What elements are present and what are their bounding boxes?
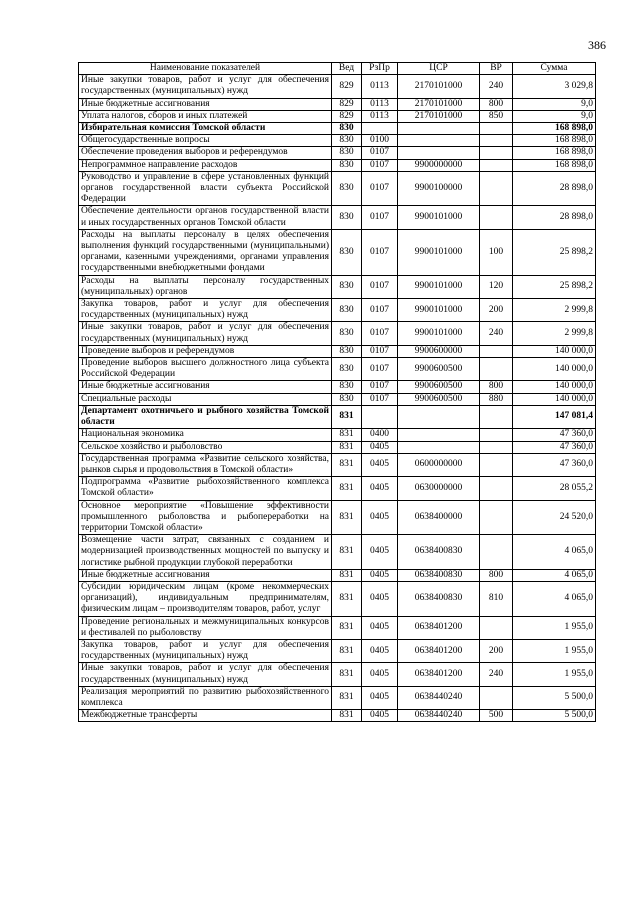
row-rzpr: 0405 bbox=[362, 453, 398, 476]
row-sum: 25 898,2 bbox=[513, 275, 596, 298]
row-csr: 0638440240 bbox=[398, 686, 480, 709]
table-row bbox=[79, 135, 596, 147]
row-csr: 0638401200 bbox=[398, 663, 480, 686]
row-csr bbox=[398, 429, 480, 441]
row-csr bbox=[398, 441, 480, 453]
row-name: Избирательная комиссия Томской области bbox=[79, 123, 332, 135]
row-ved: 831 bbox=[332, 569, 362, 581]
row-ved: 829 bbox=[332, 110, 362, 122]
row-name: Обеспечение проведения выборов и референдумов bbox=[79, 147, 332, 159]
row-sum: 168 898,0 bbox=[513, 159, 596, 171]
row-ved: 831 bbox=[332, 477, 362, 500]
row-sum: 47 360,0 bbox=[513, 441, 596, 453]
row-rzpr: 0107 bbox=[362, 159, 398, 171]
row-rzpr: 0405 bbox=[362, 686, 398, 709]
row-name: Иные бюджетные ассигнования bbox=[79, 381, 332, 393]
budget-table bbox=[78, 62, 596, 722]
row-ved: 831 bbox=[332, 581, 362, 616]
row-vr: 850 bbox=[480, 110, 513, 122]
row-rzpr: 0107 bbox=[362, 393, 398, 405]
row-vr bbox=[480, 500, 513, 535]
row-sum: 140 000,0 bbox=[513, 358, 596, 381]
row-vr: 240 bbox=[480, 663, 513, 686]
table-row bbox=[79, 663, 596, 686]
row-sum: 25 898,2 bbox=[513, 229, 596, 275]
row-vr bbox=[480, 135, 513, 147]
row-sum: 47 360,0 bbox=[513, 453, 596, 476]
row-name: Департамент охотничьего и рыбного хозяйства Томской области bbox=[79, 405, 332, 428]
row-ved: 830 bbox=[332, 299, 362, 322]
row-vr: 240 bbox=[480, 322, 513, 345]
row-vr bbox=[480, 535, 513, 570]
row-ved: 831 bbox=[332, 686, 362, 709]
row-sum: 9,0 bbox=[513, 98, 596, 110]
row-csr bbox=[398, 405, 480, 428]
row-ved: 831 bbox=[332, 441, 362, 453]
table-row bbox=[79, 686, 596, 709]
row-ved: 831 bbox=[332, 710, 362, 722]
row-sum: 140 000,0 bbox=[513, 381, 596, 393]
row-name: Закупка товаров, работ и услуг для обеспечения государственных (муниципальных) нужд bbox=[79, 299, 332, 322]
row-csr: 0638400830 bbox=[398, 581, 480, 616]
row-vr: 200 bbox=[480, 639, 513, 662]
row-ved: 831 bbox=[332, 405, 362, 428]
row-name: Непрограммное направление расходов bbox=[79, 159, 332, 171]
row-name: Национальная экономика bbox=[79, 429, 332, 441]
row-rzpr bbox=[362, 123, 398, 135]
row-sum: 1 955,0 bbox=[513, 663, 596, 686]
row-name: Иные бюджетные ассигнования bbox=[79, 569, 332, 581]
header-ved: Вед bbox=[332, 63, 362, 75]
row-rzpr: 0107 bbox=[362, 322, 398, 345]
row-ved: 831 bbox=[332, 535, 362, 570]
row-vr: 120 bbox=[480, 275, 513, 298]
row-vr bbox=[480, 686, 513, 709]
row-csr: 0638400830 bbox=[398, 535, 480, 570]
row-csr: 9900600000 bbox=[398, 345, 480, 357]
row-ved: 830 bbox=[332, 275, 362, 298]
row-vr bbox=[480, 405, 513, 428]
row-rzpr: 0405 bbox=[362, 569, 398, 581]
row-csr: 0600000000 bbox=[398, 453, 480, 476]
row-csr: 2170101000 bbox=[398, 98, 480, 110]
row-rzpr bbox=[362, 405, 398, 428]
row-rzpr: 0400 bbox=[362, 429, 398, 441]
row-sum: 4 065,0 bbox=[513, 535, 596, 570]
row-ved: 829 bbox=[332, 98, 362, 110]
row-csr: 9900101000 bbox=[398, 229, 480, 275]
row-rzpr: 0405 bbox=[362, 616, 398, 639]
row-vr: 800 bbox=[480, 98, 513, 110]
row-name: Обеспечение деятельности органов государственной власти и иных государственных органов Томской области bbox=[79, 206, 332, 229]
row-ved: 831 bbox=[332, 616, 362, 639]
row-name: Основное мероприятие «Повышение эффективности промышленного рыболовства и рыбопереработки на территории Томской области» bbox=[79, 500, 332, 535]
row-csr: 9900101000 bbox=[398, 299, 480, 322]
row-rzpr: 0107 bbox=[362, 229, 398, 275]
row-rzpr: 0107 bbox=[362, 206, 398, 229]
row-sum: 140 000,0 bbox=[513, 393, 596, 405]
table-row bbox=[79, 358, 596, 381]
table-row bbox=[79, 405, 596, 428]
row-ved: 831 bbox=[332, 663, 362, 686]
table-row bbox=[79, 381, 596, 393]
table-row bbox=[79, 110, 596, 122]
row-csr bbox=[398, 147, 480, 159]
row-vr bbox=[480, 159, 513, 171]
row-sum: 147 081,4 bbox=[513, 405, 596, 428]
row-name: Уплата налогов, сборов и иных платежей bbox=[79, 110, 332, 122]
row-name: Субсидии юридическим лицам (кроме некоммерческих организаций), индивидуальным предпринимателям, физическим лицам – производителям товаров, работ, услуг bbox=[79, 581, 332, 616]
row-ved: 830 bbox=[332, 358, 362, 381]
row-rzpr: 0113 bbox=[362, 110, 398, 122]
row-name: Проведение выборов высшего должностного лица субъекта Российской Федерации bbox=[79, 358, 332, 381]
row-rzpr: 0107 bbox=[362, 275, 398, 298]
header-vr: ВР bbox=[480, 63, 513, 75]
table-row bbox=[79, 393, 596, 405]
table-row bbox=[79, 75, 596, 98]
row-ved: 830 bbox=[332, 322, 362, 345]
table-row bbox=[79, 710, 596, 722]
row-name: Проведение региональных и межмуниципальных конкурсов и фестивалей по рыболовству bbox=[79, 616, 332, 639]
page-number: 386 bbox=[588, 38, 606, 52]
row-csr bbox=[398, 135, 480, 147]
row-rzpr: 0405 bbox=[362, 710, 398, 722]
row-ved: 830 bbox=[332, 393, 362, 405]
row-ved: 831 bbox=[332, 639, 362, 662]
row-vr: 200 bbox=[480, 299, 513, 322]
row-rzpr: 0107 bbox=[362, 299, 398, 322]
row-name: Расходы на выплаты персоналу государственных (муниципальных) органов bbox=[79, 275, 332, 298]
row-csr: 9900100000 bbox=[398, 171, 480, 206]
row-csr bbox=[398, 123, 480, 135]
row-sum: 1 955,0 bbox=[513, 639, 596, 662]
header-csr: ЦСР bbox=[398, 63, 480, 75]
row-vr: 500 bbox=[480, 710, 513, 722]
row-rzpr: 0113 bbox=[362, 75, 398, 98]
row-vr: 100 bbox=[480, 229, 513, 275]
row-vr bbox=[480, 123, 513, 135]
header-rzpr: РзПр bbox=[362, 63, 398, 75]
table-row bbox=[79, 229, 596, 275]
row-csr: 9900000000 bbox=[398, 159, 480, 171]
row-csr: 2170101000 bbox=[398, 75, 480, 98]
row-sum: 2 999,8 bbox=[513, 322, 596, 345]
table-row bbox=[79, 159, 596, 171]
row-ved: 829 bbox=[332, 75, 362, 98]
row-rzpr: 0405 bbox=[362, 477, 398, 500]
row-vr bbox=[480, 171, 513, 206]
row-sum: 47 360,0 bbox=[513, 429, 596, 441]
row-vr bbox=[480, 441, 513, 453]
row-ved: 830 bbox=[332, 159, 362, 171]
row-rzpr: 0113 bbox=[362, 98, 398, 110]
row-ved: 830 bbox=[332, 147, 362, 159]
table-row bbox=[79, 569, 596, 581]
row-name: Специальные расходы bbox=[79, 393, 332, 405]
row-rzpr: 0405 bbox=[362, 663, 398, 686]
table-row bbox=[79, 441, 596, 453]
row-ved: 830 bbox=[332, 345, 362, 357]
table-row bbox=[79, 477, 596, 500]
row-sum: 4 065,0 bbox=[513, 569, 596, 581]
row-sum: 28 055,2 bbox=[513, 477, 596, 500]
row-sum: 28 898,0 bbox=[513, 206, 596, 229]
table-row bbox=[79, 616, 596, 639]
row-rzpr: 0405 bbox=[362, 441, 398, 453]
table-row bbox=[79, 500, 596, 535]
row-rzpr: 0405 bbox=[362, 535, 398, 570]
row-sum: 24 520,0 bbox=[513, 500, 596, 535]
row-name: Иные закупки товаров, работ и услуг для обеспечения государственных (муниципальных) нужд bbox=[79, 663, 332, 686]
row-name: Расходы на выплаты персоналу в целях обеспечения выполнения функций государственными (муниципальными) органами, казенными учреждениями, органами управления государственными внебюджетными фондами bbox=[79, 229, 332, 275]
row-sum: 168 898,0 bbox=[513, 135, 596, 147]
table-row bbox=[79, 322, 596, 345]
row-ved: 830 bbox=[332, 381, 362, 393]
table-header-row bbox=[79, 63, 596, 75]
row-name: Реализация мероприятий по развитию рыбохозяйственного комплекса bbox=[79, 686, 332, 709]
table-row bbox=[79, 639, 596, 662]
row-name: Возмещение части затрат, связанных с созданием и модернизацией производственных мощностей по выпуску и логистике рыбной продукции глубокой переработки bbox=[79, 535, 332, 570]
row-name: Подпрограмма «Развитие рыбохозяйственного комплекса Томской области» bbox=[79, 477, 332, 500]
row-sum: 28 898,0 bbox=[513, 171, 596, 206]
table-row bbox=[79, 275, 596, 298]
table-row bbox=[79, 299, 596, 322]
row-ved: 831 bbox=[332, 429, 362, 441]
row-csr: 9900600500 bbox=[398, 381, 480, 393]
row-sum: 168 898,0 bbox=[513, 123, 596, 135]
row-rzpr: 0107 bbox=[362, 171, 398, 206]
row-csr: 0638401200 bbox=[398, 639, 480, 662]
row-csr: 9900101000 bbox=[398, 322, 480, 345]
table-row bbox=[79, 123, 596, 135]
row-csr: 9900101000 bbox=[398, 275, 480, 298]
row-rzpr: 0107 bbox=[362, 381, 398, 393]
row-csr: 0638400830 bbox=[398, 569, 480, 581]
row-sum: 140 000,0 bbox=[513, 345, 596, 357]
row-vr: 880 bbox=[480, 393, 513, 405]
row-name: Иные бюджетные ассигнования bbox=[79, 98, 332, 110]
row-name: Межбюджетные трансферты bbox=[79, 710, 332, 722]
row-vr: 800 bbox=[480, 569, 513, 581]
row-vr bbox=[480, 616, 513, 639]
row-vr bbox=[480, 358, 513, 381]
row-sum: 9,0 bbox=[513, 110, 596, 122]
row-name: Иные закупки товаров, работ и услуг для обеспечения государственных (муниципальных) нужд bbox=[79, 75, 332, 98]
row-csr: 0630000000 bbox=[398, 477, 480, 500]
row-ved: 830 bbox=[332, 123, 362, 135]
row-sum: 5 500,0 bbox=[513, 686, 596, 709]
table-row bbox=[79, 345, 596, 357]
row-csr: 0638400000 bbox=[398, 500, 480, 535]
row-name: Сельское хозяйство и рыболовство bbox=[79, 441, 332, 453]
row-sum: 168 898,0 bbox=[513, 147, 596, 159]
row-sum: 2 999,8 bbox=[513, 299, 596, 322]
row-vr bbox=[480, 429, 513, 441]
row-vr: 240 bbox=[480, 75, 513, 98]
row-sum: 1 955,0 bbox=[513, 616, 596, 639]
row-rzpr: 0405 bbox=[362, 581, 398, 616]
row-csr: 0638401200 bbox=[398, 616, 480, 639]
row-rzpr: 0405 bbox=[362, 639, 398, 662]
table-row bbox=[79, 206, 596, 229]
table-row bbox=[79, 581, 596, 616]
row-csr: 0638440240 bbox=[398, 710, 480, 722]
row-sum: 4 065,0 bbox=[513, 581, 596, 616]
row-sum: 5 500,0 bbox=[513, 710, 596, 722]
header-sum: Сумма bbox=[513, 63, 596, 75]
row-vr: 800 bbox=[480, 381, 513, 393]
row-vr: 810 bbox=[480, 581, 513, 616]
row-name: Государственная программа «Развитие сельского хозяйства, рынков сырья и продовольствия в Томской области» bbox=[79, 453, 332, 476]
row-name: Проведение выборов и референдумов bbox=[79, 345, 332, 357]
row-name: Закупка товаров, работ и услуг для обеспечения государственных (муниципальных) нужд bbox=[79, 639, 332, 662]
row-csr: 9900600500 bbox=[398, 358, 480, 381]
row-rzpr: 0100 bbox=[362, 135, 398, 147]
row-ved: 830 bbox=[332, 206, 362, 229]
row-csr: 9900600500 bbox=[398, 393, 480, 405]
row-ved: 831 bbox=[332, 453, 362, 476]
table-row bbox=[79, 98, 596, 110]
row-rzpr: 0107 bbox=[362, 345, 398, 357]
row-rzpr: 0107 bbox=[362, 358, 398, 381]
row-ved: 830 bbox=[332, 135, 362, 147]
table-body bbox=[79, 75, 596, 722]
row-vr bbox=[480, 453, 513, 476]
row-name: Руководство и управление в сфере установленных функций органов государственной власти субъекта Российской Федерации bbox=[79, 171, 332, 206]
row-vr bbox=[480, 477, 513, 500]
row-vr bbox=[480, 345, 513, 357]
row-name: Общегосударственные вопросы bbox=[79, 135, 332, 147]
row-ved: 831 bbox=[332, 500, 362, 535]
row-sum: 3 029,8 bbox=[513, 75, 596, 98]
row-csr: 9900101000 bbox=[398, 206, 480, 229]
row-ved: 830 bbox=[332, 229, 362, 275]
row-csr: 2170101000 bbox=[398, 110, 480, 122]
row-vr bbox=[480, 147, 513, 159]
header-name: Наименование показателей bbox=[79, 63, 332, 75]
table-row bbox=[79, 453, 596, 476]
row-rzpr: 0405 bbox=[362, 500, 398, 535]
table-row bbox=[79, 171, 596, 206]
table-row bbox=[79, 147, 596, 159]
row-vr bbox=[480, 206, 513, 229]
row-name: Иные закупки товаров, работ и услуг для обеспечения государственных (муниципальных) нужд bbox=[79, 322, 332, 345]
row-rzpr: 0107 bbox=[362, 147, 398, 159]
table-row bbox=[79, 535, 596, 570]
table-row bbox=[79, 429, 596, 441]
row-ved: 830 bbox=[332, 171, 362, 206]
